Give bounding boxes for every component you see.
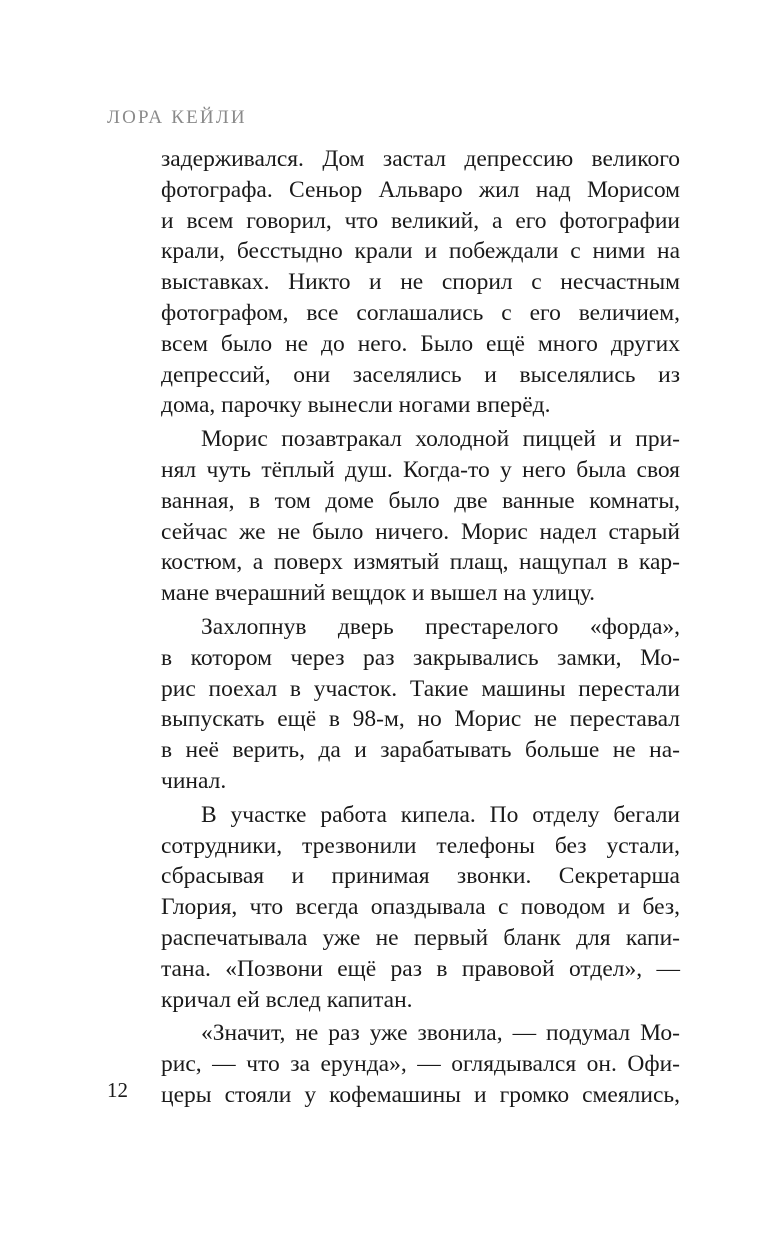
running-head-author: ЛОРА КЕЙЛИ (107, 107, 247, 128)
text-line: церы стояли у кофемашины и громко смеялись, (161, 1081, 680, 1108)
text-line: дома, парочку вынесли ногами вперёд. (161, 392, 551, 419)
body-text (161, 144, 680, 1111)
text-line: рис поехал в участок. Такие машины перестали (161, 675, 680, 702)
page-number: 12 (107, 1078, 128, 1102)
text-line: мане вчерашний вещдок и вышел на улицу. (161, 580, 596, 607)
text-line: сбрасывая и принимая звонки. Секретарша (161, 863, 680, 890)
paragraph-3 (161, 612, 680, 797)
text-line: задерживался. Дом застал депрессию великого (161, 146, 680, 172)
text-line: распечатывала уже не первый бланк для капи- (161, 924, 680, 951)
text-line: тана. «Позвони ещё раз в правовой отдел», — (161, 955, 680, 982)
text-line: нял чуть тёплый душ. Когда-то у него была своя (161, 456, 680, 483)
text-line: и всем говорил, что великий, а его фотографии (161, 207, 680, 234)
text-line: фотографом, все соглашались с его величием, (161, 299, 680, 326)
text-line: выпускать ещё в 98-м, но Морис не переставал (161, 706, 680, 733)
paragraph-5 (161, 1018, 680, 1110)
text-line: чинал. (161, 767, 227, 794)
text-line: сотрудники, трезвонили телефоны без устали, (161, 832, 680, 859)
text-line: депрессий, они заселялись и выселялись из (161, 361, 680, 388)
text-line: Захлопнув дверь престарелого «форда», (201, 613, 680, 640)
paragraph-4 (161, 800, 680, 1016)
text-line: Глория, что всегда опаздывала с поводом и без, (161, 894, 680, 921)
text-line: Морис позавтракал холодной пиццей и при- (201, 426, 680, 453)
text-line: рис, — что за ерунда», — оглядывался он. Офи- (161, 1051, 680, 1078)
text-line: всем было не до него. Было ещё много других (161, 330, 680, 357)
text-line: сейчас же не было ничего. Морис надел старый (161, 518, 680, 545)
paragraph-1 (161, 144, 680, 421)
text-line: ванная, в том доме было две ванные комнаты, (161, 487, 680, 514)
text-line: фотографа. Сеньор Альваро жил над Морисом (161, 176, 680, 203)
text-line: В участке работа кипела. По отделу бегали (201, 801, 680, 828)
text-line: костюм, а поверх измятый плащ, нащупал в кар- (161, 549, 680, 576)
text-line: кричал ей вслед капитан. (161, 986, 413, 1013)
paragraph-2 (161, 424, 680, 609)
text-line: в котором через раз закрывались замки, Мо- (161, 644, 680, 671)
text-line: в неё верить, да и зарабатывать больше не на- (161, 737, 680, 764)
text-line: выставках. Никто и не спорил с несчастным (161, 269, 680, 296)
text-line: «Значит, не раз уже звонила, — подумал Мо- (201, 1020, 680, 1047)
text-line: крали, бесстыдно крали и побеждали с ними на (161, 238, 680, 265)
